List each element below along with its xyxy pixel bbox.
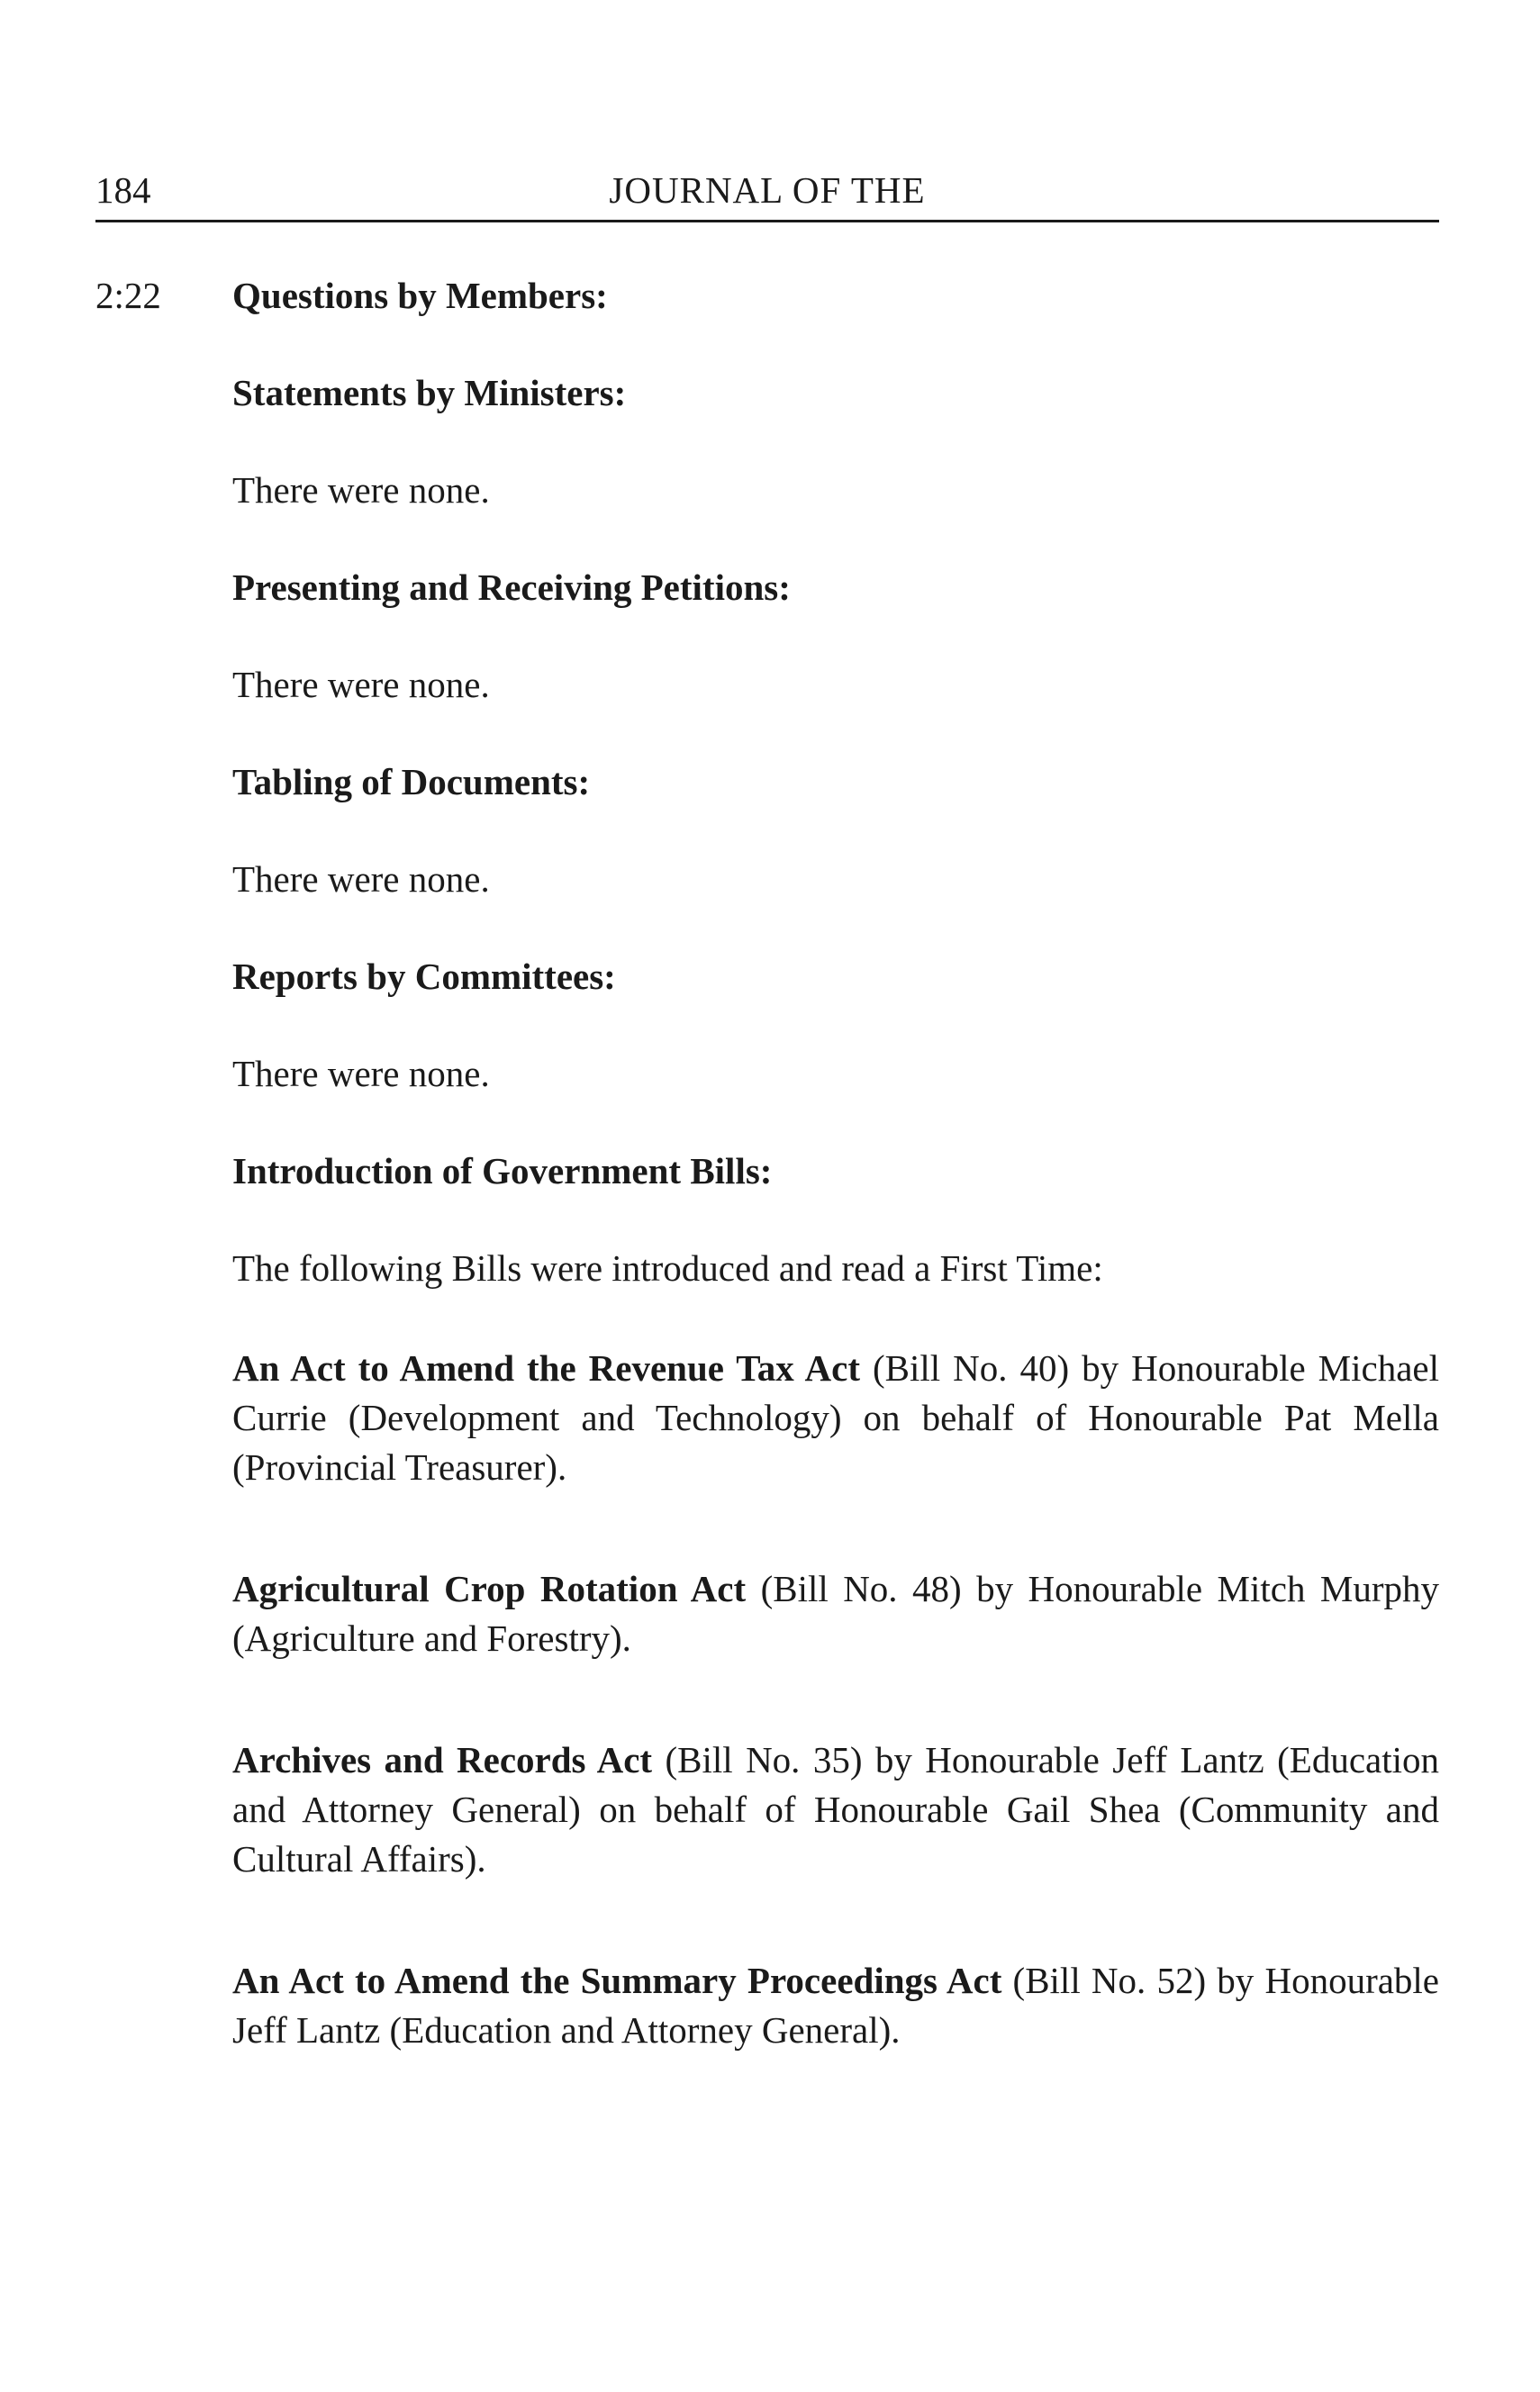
bill-details: (Bill No. 35) by Honourable Jeff Lantz (Education and Attorney General) on behalf of Honourable Gail Shea (Community and Cultural Affairs). xyxy=(232,1739,1439,1880)
bills-intro-text: The following Bills were introduced and read a First Time: xyxy=(232,1247,1103,1289)
page-number: 184 xyxy=(95,169,151,211)
running-title: JOURNAL OF THE xyxy=(609,169,926,211)
bill-entry xyxy=(232,1564,1439,1663)
bill-entry xyxy=(232,1735,1439,1884)
bill-title: Archives and Records Act xyxy=(232,1739,653,1780)
tabling-result-text: There were none. xyxy=(232,858,490,900)
bill-title: Agricultural Crop Rotation Act xyxy=(232,1568,747,1609)
bill-title: An Act to Amend the Summary Proceedings Act xyxy=(232,1960,1002,2001)
statements-result-text: There were none. xyxy=(232,469,490,511)
bill-details: (Bill No. 48) by Honourable Mitch Murphy (Agriculture and Forestry). xyxy=(232,1568,1440,1659)
bill-details: (Bill No. 40) by Honourable Michael Currie (Development and Technology) on behalf of Honourable Pat Mella (Provincial Treasurer). xyxy=(232,1347,1439,1488)
bill-title: An Act to Amend the Revenue Tax Act xyxy=(232,1347,860,1389)
time-stamp: 2:22 xyxy=(95,275,161,316)
running-header xyxy=(95,169,1439,222)
reports-result-text: There were none. xyxy=(232,1053,490,1094)
heading-tabling-of-documents: Tabling of Documents: xyxy=(232,761,591,802)
bill-entry xyxy=(232,1956,1439,2055)
bill-entry xyxy=(232,1344,1439,1492)
journal-content xyxy=(232,274,1439,2055)
petitions-result-text: There were none. xyxy=(232,664,490,705)
heading-statements-by-ministers: Statements by Ministers: xyxy=(232,372,627,413)
heading-questions-by-members: Questions by Members: xyxy=(232,275,608,316)
bill-details: (Bill No. 52) by Honourable Jeff Lantz (Education and Attorney General). xyxy=(232,1960,1440,2051)
heading-reports-by-committees: Reports by Committees: xyxy=(232,956,616,997)
heading-introduction-of-government-bills: Introduction of Government Bills: xyxy=(232,1150,773,1191)
heading-presenting-petitions: Presenting and Receiving Petitions: xyxy=(232,566,791,608)
